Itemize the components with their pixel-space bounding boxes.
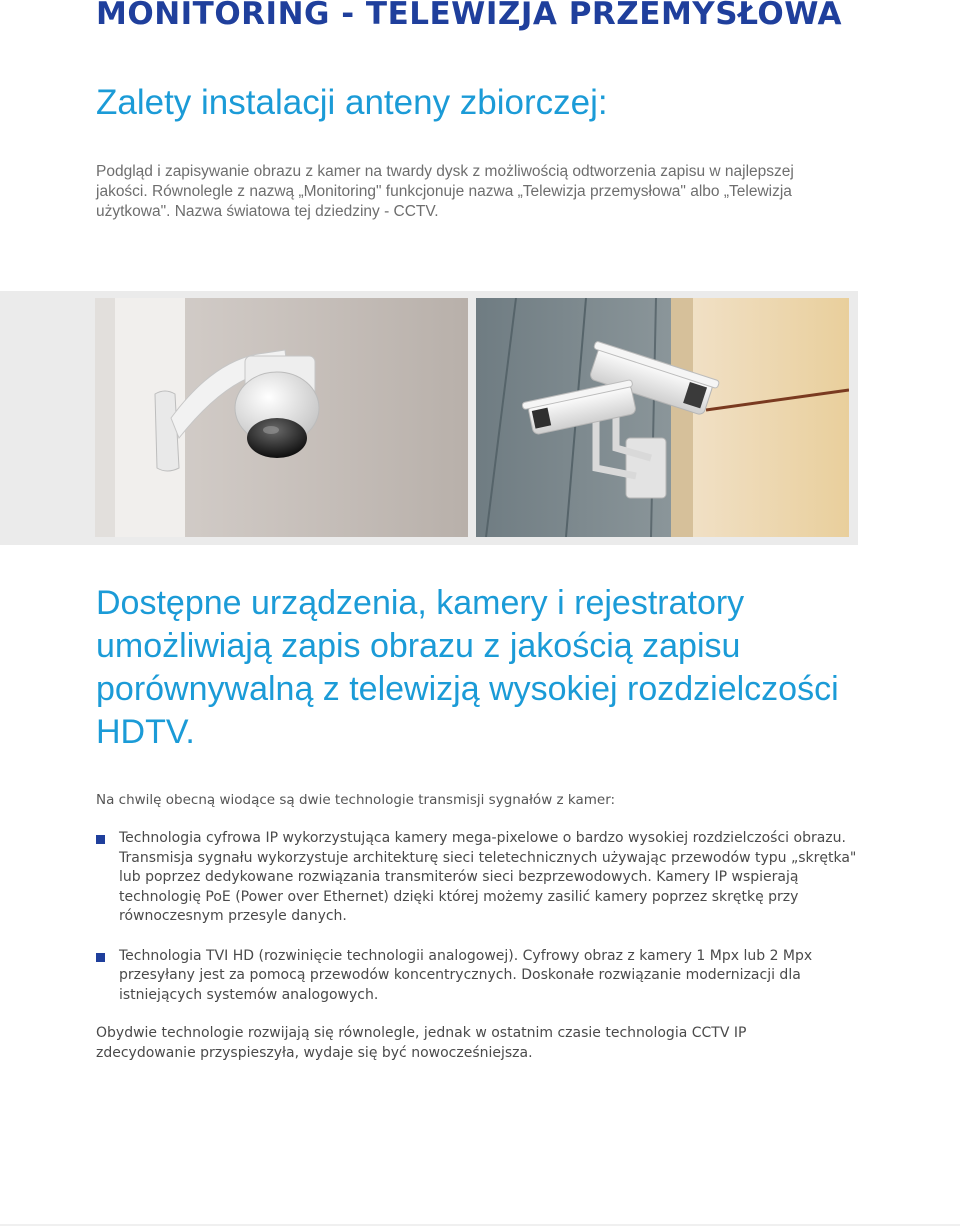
- square-bullet-icon: [96, 835, 105, 844]
- dome-camera-illustration: [95, 298, 468, 537]
- list-item: [96, 947, 876, 1006]
- lead-text: Na chwilę obecną wiodące są dwie technologie transmisji sygnałów z kamer:: [96, 792, 616, 808]
- bottom-divider: [0, 1224, 960, 1226]
- list-item-text: Technologia cyfrowa IP wykorzystująca kamery mega-pixelowe o bardzo wysokiej rozdzielczości obrazu. Transmisja sygnału wykorzystuje architekturę sieci teletechnicznych używając przewodów typu „skrętka" lub poprzez dedykowane rozwiązania transmiterów sieci bezprzewodowych. Kamery IP wspierają technologię PoE (Power over Ethernet) dzięki której możemy zasilić kamery poprzez skrętkę przy równoczesnym przesyle danych.: [119, 830, 857, 924]
- bullet-cameras-photo: [476, 298, 849, 537]
- square-bullet-icon: [96, 953, 105, 962]
- section-heading: Zalety instalacji anteny zbiorczej:: [96, 83, 608, 122]
- page-title: MONITORING - TELEWIZJA PRZEMYSŁOWA: [96, 0, 843, 32]
- list-item-text: Technologia TVI HD (rozwinięcie technologii analogowej). Cyfrowy obraz z kamery 1 Mpx lub 2 Mpx przesyłany jest za pomocą przewodów koncentrycznych. Doskonałe rozwiązanie modernizacji dla istniejących systemów analogowych.: [119, 947, 813, 1003]
- headline: Dostępne urządzenia, kamery i rejestratory umożliwiają zapis obrazu z jakością zapisu porównywalną z telewizją wysokiej rozdzielczości HDTV.: [96, 584, 839, 751]
- closing-paragraph: Obydwie technologie rozwijają się równolegle, jednak w ostatnim czasie technologia CCTV IP zdecydowanie przyspieszyła, wydaje się być nowocześniejsza.: [96, 1025, 747, 1061]
- photo-strip: [0, 291, 858, 545]
- technology-list: [96, 829, 876, 1025]
- dome-camera-photo: [95, 298, 468, 537]
- bullet-cameras-illustration: [476, 298, 849, 537]
- intro-paragraph: Podgląd i zapisywanie obrazu z kamer na twardy dysk z możliwością odtworzenia zapisu w najlepszej jakości. Równolegle z nazwą „Monitoring" funkcjonuje nazwa „Telewizja przemysłowa" albo „Telewizja użytkowa". Nazwa światowa tej dziedziny - CCTV.: [96, 163, 794, 220]
- list-item: [96, 829, 876, 927]
